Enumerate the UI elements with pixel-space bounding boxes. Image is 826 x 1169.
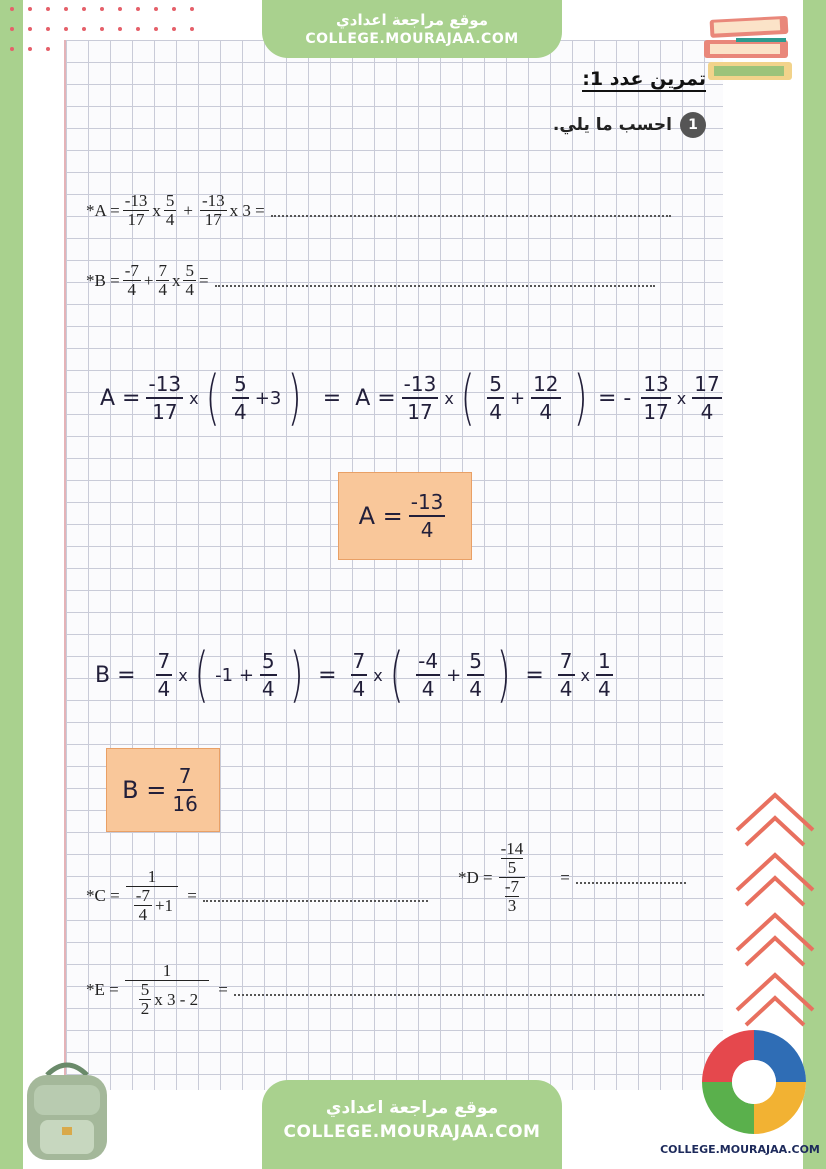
answer-line[interactable] — [271, 205, 671, 217]
bottom-banner — [262, 1080, 562, 1169]
result-box-a: A = $\frac{-13}{4}$ — [338, 472, 472, 560]
site-domain[interactable]: COLLEGE.MOURAJAA.COM — [305, 31, 519, 47]
fraction: 1 $\frac{-7}{4}$ +1 — [126, 868, 179, 924]
fraction: $\frac{-7}{4}$ — [124, 261, 139, 299]
handwritten-a-work: A = $\frac{-13}{17}$ x ( $\frac{5}{4}$ +3 ) = A = $\frac{-13}{17}$ x ( $\frac{5}{4}$ + $\frac{12}{4}$ ) = - $\frac{13}{17}$ x $\frac{17}{4}$ — [100, 363, 720, 433]
fraction: $\frac{7}{4}$ — [559, 649, 573, 701]
fraction: 1 $\frac{5}{2}$ x 3 - 2 — [125, 962, 210, 1018]
question-a: *A = $\frac{-13}{17}$ x $\frac{5}{4}$ + $\frac{-13}{17}$ x 3 = — [86, 192, 671, 229]
fraction: $\frac{5}{4}$ — [165, 191, 175, 229]
exercise-number-badge: 1 — [680, 112, 706, 138]
question-d: *D = -14 5 -7 3 = — [458, 840, 686, 915]
site-domain[interactable]: COLLEGE.MOURAJAA.COM — [283, 1122, 541, 1142]
answer-line[interactable] — [215, 275, 655, 287]
answer-line[interactable] — [234, 984, 704, 996]
question-b-label: *B = — [86, 270, 120, 290]
fraction: $\frac{1}{4}$ — [597, 649, 611, 701]
fraction: $\frac{7}{4}$ — [158, 261, 167, 299]
fraction: $\frac{-7}{4}$ — [135, 886, 150, 924]
top-banner — [262, 0, 562, 58]
fraction: $\frac{-13}{17}$ — [124, 191, 148, 229]
fraction: $\frac{5}{4}$ — [234, 372, 247, 424]
fraction: $\frac{-4}{4}$ — [418, 649, 439, 701]
backpack-icon — [12, 1055, 122, 1165]
fraction: $\frac{12}{4}$ — [533, 372, 559, 424]
site-arabic-name: موقع مراجعة اعدادي — [336, 11, 488, 29]
chevron-up-decoration-icon — [732, 790, 818, 1030]
fraction: $\frac{-13}{17}$ — [148, 372, 182, 424]
question-a-label: *A = — [86, 200, 120, 220]
result-box-b: B = $\frac{7}{16}$ — [106, 748, 220, 832]
answer-line[interactable] — [203, 890, 428, 902]
fraction: -14 5 -7 3 — [500, 839, 524, 915]
fraction: $\frac{5}{4}$ — [469, 649, 482, 701]
site-arabic-name: موقع مراجعة اعدادي — [325, 1098, 499, 1118]
fraction: $\frac{7}{4}$ — [157, 649, 171, 701]
question-e: *E = 1 $\frac{5}{2}$ x 3 - 2 = — [86, 962, 704, 1018]
instruction-text: احسب ما يلي. — [552, 115, 672, 135]
fraction: $\frac{5}{4}$ — [489, 372, 502, 424]
question-c: *C = 1 $\frac{-7}{4}$ +1 = — [86, 868, 428, 924]
books-icon — [696, 10, 806, 95]
fraction: $\frac{5}{4}$ — [185, 261, 194, 299]
fraction: $\frac{-13}{17}$ — [403, 372, 437, 424]
fraction: $\frac{-13}{17}$ — [201, 191, 225, 229]
fraction: $\frac{5}{4}$ — [261, 649, 275, 701]
fraction: $\frac{13}{17}$ — [643, 372, 669, 424]
instruction-row — [553, 112, 706, 138]
fraction: $\frac{-13}{4}$ — [410, 490, 444, 542]
fraction: $\frac{5}{2}$ — [140, 980, 150, 1018]
handwritten-b-work: B = $\frac{7}{4}$ x ( -1 + $\frac{5}{4}$ ) = $\frac{7}{4}$ x ( $\frac{-4}{4}$ + $\frac{5}{4}$ ) = $\frac{7}{4}$ x $\frac{1}{4}$ — [95, 640, 611, 710]
fraction: $\frac{7}{16}$ — [172, 764, 198, 816]
answer-line[interactable] — [576, 872, 686, 884]
exercise-title: تمرين عدد 1: — [582, 68, 706, 90]
logo-caption: COLLEGE.MOURAJAA.COM — [660, 1143, 820, 1156]
fraction: $\frac{7}{4}$ — [352, 649, 366, 701]
site-logo-icon — [694, 1022, 814, 1142]
fraction: $\frac{17}{4}$ — [694, 372, 720, 424]
question-b: *B = $\frac{-7}{4}$ + $\frac{7}{4}$ x $\frac{5}{4}$ = — [86, 262, 655, 299]
